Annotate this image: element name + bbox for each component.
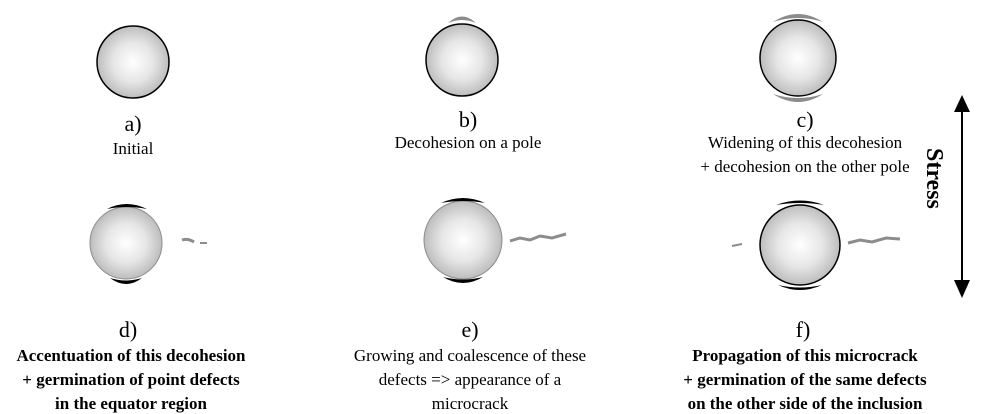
inclusion-e — [424, 198, 566, 283]
decohesion-top — [448, 17, 476, 24]
panel-f-caption-line-1: Propagation of this microcrack — [692, 346, 918, 365]
inclusion-d — [90, 204, 207, 284]
microcrack — [848, 238, 900, 243]
stress-label: Stress — [921, 148, 947, 209]
panel-d-caption-line-1: Accentuation of this decohesion — [16, 346, 246, 365]
panel-d-caption-line-2: + germination of point defects — [22, 370, 240, 389]
inclusion-b — [426, 17, 498, 97]
panel-c-caption-line-1: Widening of this decohesion — [707, 133, 903, 152]
point-defect-1 — [182, 239, 194, 242]
microcrack — [510, 234, 566, 241]
panel-d-letter: d) — [118, 317, 138, 342]
panel-d-caption-line-3: in the equator region — [55, 394, 207, 413]
panel-c-letter: c) — [796, 107, 814, 132]
panel-b-caption: Decohesion on a pole — [394, 133, 542, 152]
panel-e-letter: e) — [461, 317, 479, 342]
panel-c-caption-line-2: + decohesion on the other pole — [700, 157, 910, 176]
panel-e-caption-line-1: Growing and coalescence of these — [353, 346, 587, 365]
stress-arrow — [954, 95, 970, 298]
inclusion-c — [760, 14, 836, 102]
panel-a-letter: a) — [124, 111, 142, 136]
panel-e-caption-line-3: microcrack — [431, 394, 509, 413]
panel-f-caption-line-3: on the other side of the inclusion — [687, 394, 923, 413]
panel-e-caption-line-2: defects => appearance of a — [378, 370, 562, 389]
panel-f-caption-line-2: + germination of the same defects — [683, 370, 927, 389]
panel-f-letter: f) — [795, 317, 811, 342]
inclusion-a — [97, 26, 169, 98]
point-defect-left — [732, 244, 742, 246]
panel-b-letter: b) — [458, 107, 478, 132]
panel-a-caption: Initial — [112, 139, 154, 158]
inclusion-f — [732, 201, 900, 291]
